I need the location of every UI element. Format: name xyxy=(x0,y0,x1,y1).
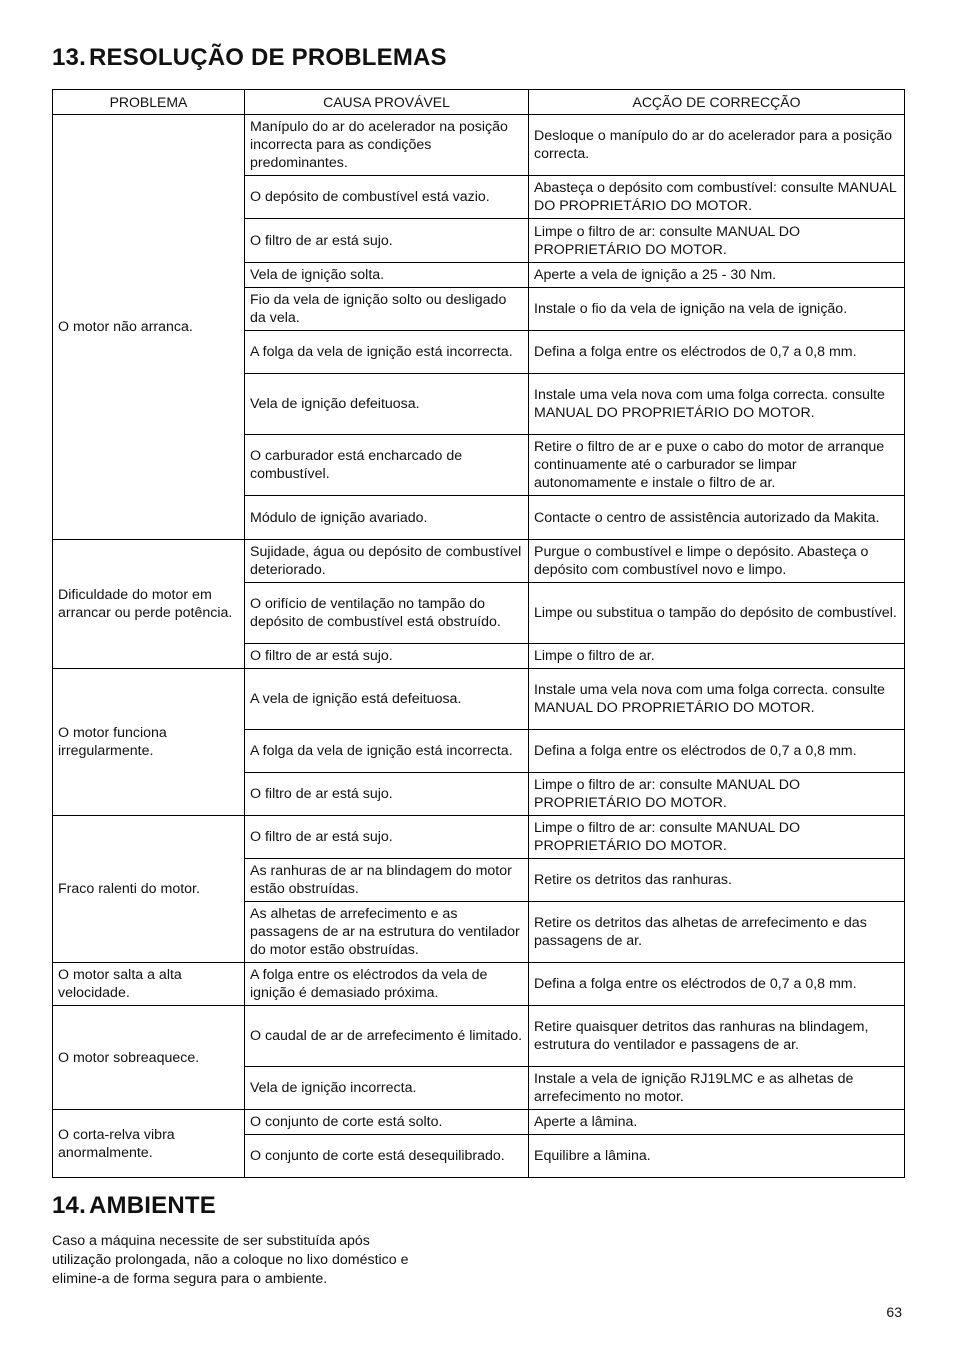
cause-cell: O filtro de ar está sujo. xyxy=(245,773,529,816)
cause-cell: O orifício de ventilação no tampão do depósito de combustível está obstruído. xyxy=(245,583,529,644)
environment-paragraph xyxy=(52,1232,472,1289)
section-13-number: 13. xyxy=(52,44,86,71)
table-row xyxy=(53,115,905,176)
environment-line: elimine-a de forma segura para o ambiente. xyxy=(52,1271,328,1287)
action-cell: Aperte a vela de ignição a 25 - 30 Nm. xyxy=(529,263,905,288)
section-14-number: 14. xyxy=(52,1192,86,1219)
page-number: 63 xyxy=(886,1304,902,1320)
cause-cell: O caudal de ar de arrefecimento é limitado. xyxy=(245,1006,529,1067)
cause-cell: A folga entre os eléctrodos da vela de ignição é demasiado próxima. xyxy=(245,963,529,1006)
cause-cell: A folga da vela de ignição está incorrecta. xyxy=(245,331,529,374)
cause-cell: Manípulo do ar do acelerador na posição incorrecta para as condições predominantes. xyxy=(245,115,529,176)
action-cell: Defina a folga entre os eléctrodos de 0,7 a 0,8 mm. xyxy=(529,963,905,1006)
table-row xyxy=(53,1110,905,1135)
cause-cell: O depósito de combustível está vazio. xyxy=(245,176,529,219)
action-cell: Limpe o filtro de ar. xyxy=(529,644,905,669)
action-cell: Aperte a lâmina. xyxy=(529,1110,905,1135)
cause-cell: A vela de ignição está defeituosa. xyxy=(245,669,529,730)
action-cell: Equilibre a lâmina. xyxy=(529,1135,905,1178)
section-13-title: RESOLUÇÃO DE PROBLEMAS xyxy=(89,44,447,71)
action-cell: Retire o filtro de ar e puxe o cabo do motor de arranque continuamente até o carburador se limpar autonomamente e instale o filtro de ar. xyxy=(529,435,905,496)
action-cell: Instale a vela de ignição RJ19LMC e as alhetas de arrefecimento no motor. xyxy=(529,1067,905,1110)
cause-cell: O filtro de ar está sujo. xyxy=(245,644,529,669)
problem-cell: Fraco ralenti do motor. xyxy=(53,816,245,963)
action-cell: Instale o fio da vela de ignição na vela de ignição. xyxy=(529,288,905,331)
action-cell: Retire os detritos das ranhuras. xyxy=(529,859,905,902)
action-cell: Instale uma vela nova com uma folga correcta. consulte MANUAL DO PROPRIETÁRIO DO MOTOR. xyxy=(529,374,905,435)
section-14-heading xyxy=(52,1192,216,1220)
action-cell: Desloque o manípulo do ar do acelerador para a posição correcta. xyxy=(529,115,905,176)
action-cell: Contacte o centro de assistência autorizado da Makita. xyxy=(529,496,905,540)
section-14-title: AMBIENTE xyxy=(89,1192,216,1219)
cause-cell: Vela de ignição incorrecta. xyxy=(245,1067,529,1110)
cause-cell: Fio da vela de ignição solto ou desligado da vela. xyxy=(245,288,529,331)
table-row xyxy=(53,540,905,583)
table-row xyxy=(53,816,905,859)
problem-cell: O corta-relva vibra anormalmente. xyxy=(53,1110,245,1178)
cause-cell: O conjunto de corte está desequilibrado. xyxy=(245,1135,529,1178)
header-cause: CAUSA PROVÁVEL xyxy=(245,90,529,115)
environment-line: utilização prolongada, não a coloque no lixo doméstico e xyxy=(52,1252,409,1268)
header-action: ACÇÃO DE CORRECÇÃO xyxy=(529,90,905,115)
problem-cell: Dificuldade do motor em arrancar ou perde potência. xyxy=(53,540,245,669)
action-cell: Abasteça o depósito com combustível: consulte MANUAL DO PROPRIETÁRIO DO MOTOR. xyxy=(529,176,905,219)
action-cell: Limpe o filtro de ar: consulte MANUAL DO PROPRIETÁRIO DO MOTOR. xyxy=(529,219,905,263)
cause-cell: As alhetas de arrefecimento e as passagens de ar na estrutura do ventilador do motor estão obstruídas. xyxy=(245,902,529,963)
action-cell: Retire quaisquer detritos das ranhuras na blindagem, estrutura do ventilador e passagens de ar. xyxy=(529,1006,905,1067)
cause-cell: O carburador está encharcado de combustível. xyxy=(245,435,529,496)
cause-cell: O filtro de ar está sujo. xyxy=(245,816,529,859)
problem-cell: O motor sobreaquece. xyxy=(53,1006,245,1110)
action-cell: Instale uma vela nova com uma folga correcta. consulte MANUAL DO PROPRIETÁRIO DO MOTOR. xyxy=(529,669,905,730)
section-13-heading xyxy=(52,44,447,72)
cause-cell: Sujidade, água ou depósito de combustível deteriorado. xyxy=(245,540,529,583)
cause-cell: O filtro de ar está sujo. xyxy=(245,219,529,263)
cause-cell: Vela de ignição solta. xyxy=(245,263,529,288)
header-problem: PROBLEMA xyxy=(53,90,245,115)
action-cell: Limpe ou substitua o tampão do depósito de combustível. xyxy=(529,583,905,644)
action-cell: Defina a folga entre os eléctrodos de 0,7 a 0,8 mm. xyxy=(529,331,905,374)
troubleshooting-table xyxy=(52,89,905,1178)
problem-cell: O motor salta a alta velocidade. xyxy=(53,963,245,1006)
cause-cell: O conjunto de corte está solto. xyxy=(245,1110,529,1135)
environment-line: Caso a máquina necessite de ser substituída após xyxy=(52,1233,370,1249)
action-cell: Retire os detritos das alhetas de arrefecimento e das passagens de ar. xyxy=(529,902,905,963)
cause-cell: Vela de ignição defeituosa. xyxy=(245,374,529,435)
action-cell: Defina a folga entre os eléctrodos de 0,7 a 0,8 mm. xyxy=(529,730,905,773)
table-row xyxy=(53,963,905,1006)
table-row xyxy=(53,669,905,730)
problem-cell: O motor funciona irregularmente. xyxy=(53,669,245,816)
table-row xyxy=(53,1006,905,1067)
problem-cell: O motor não arranca. xyxy=(53,115,245,540)
action-cell: Purgue o combustível e limpe o depósito. Abasteça o depósito com combustível novo e limpo. xyxy=(529,540,905,583)
table-header-row xyxy=(53,90,905,115)
cause-cell: A folga da vela de ignição está incorrecta. xyxy=(245,730,529,773)
cause-cell: As ranhuras de ar na blindagem do motor estão obstruídas. xyxy=(245,859,529,902)
cause-cell: Módulo de ignição avariado. xyxy=(245,496,529,540)
action-cell: Limpe o filtro de ar: consulte MANUAL DO PROPRIETÁRIO DO MOTOR. xyxy=(529,773,905,816)
action-cell: Limpe o filtro de ar: consulte MANUAL DO PROPRIETÁRIO DO MOTOR. xyxy=(529,816,905,859)
